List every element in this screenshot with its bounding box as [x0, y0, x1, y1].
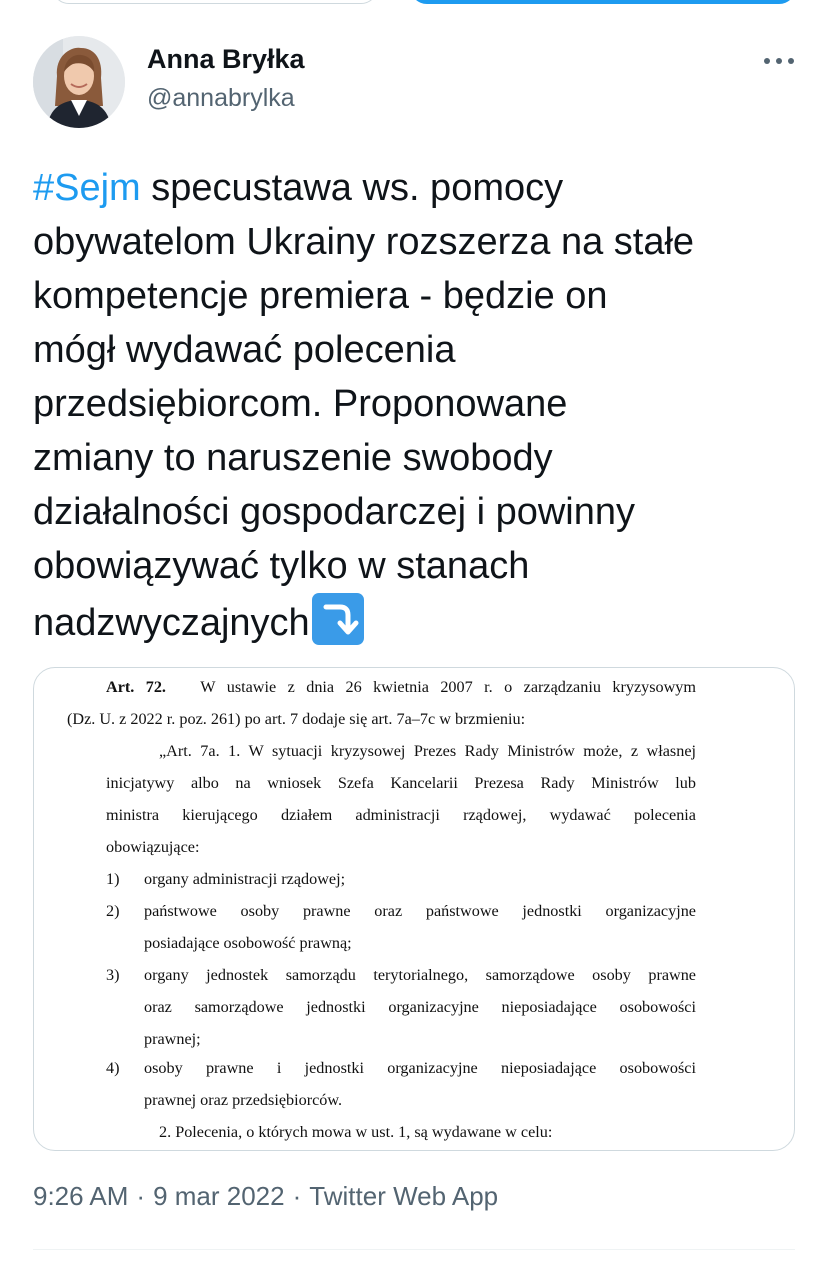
document-line: obowiązujące:	[106, 838, 200, 856]
author-display-name[interactable]: Anna Bryłka	[147, 44, 305, 74]
profile-photo-avatar	[33, 36, 125, 128]
tweet-source[interactable]: Twitter Web App	[309, 1181, 499, 1211]
follow-button-partial[interactable]	[52, 0, 378, 4]
hashtag-link[interactable]: #Sejm	[33, 167, 141, 209]
tweet-line: obywatelom Ukrainy rozszerza na stałe	[33, 221, 695, 263]
legal-document-excerpt	[34, 668, 795, 1151]
tweet-line: obowiązywać tylko w stanach	[33, 545, 530, 587]
document-line: organy administracji rządowej;	[144, 870, 346, 888]
document-line: osoby prawne i jednostki organizacyjne nieposiadające osobowości	[144, 1059, 696, 1077]
document-line: Art. 72. W ustawie z dnia 26 kwietnia 2007 r. o zarządzaniu kryzysowym	[106, 678, 696, 696]
document-line: posiadające osobowość prawną;	[144, 934, 352, 952]
tweet-line: kompetencje premiera - będzie on	[33, 275, 608, 317]
tweet-line: nadzwyczajnych	[33, 593, 803, 650]
meta-separator: ·	[292, 1181, 302, 1211]
tweet-text	[33, 161, 803, 650]
attached-image[interactable]	[33, 667, 795, 1151]
tweet-line: działalności gospodarczej i powinny	[33, 491, 636, 533]
document-line: prawnej oraz przedsiębiorców.	[144, 1091, 343, 1109]
avatar[interactable]	[33, 36, 125, 128]
document-line: oraz samorządowe jednostki organizacyjne nieposiadające osobowości	[144, 998, 696, 1016]
document-line: prawnej;	[144, 1030, 201, 1048]
list-item-number: 3)	[106, 966, 120, 984]
tweet-meta	[33, 1181, 498, 1212]
document-line: ministra kierującego działem administracji rządowej, wydawać polecenia	[106, 806, 696, 824]
tweet-line: zmiany to naruszenie swobody	[33, 437, 553, 479]
tweet-date[interactable]: 9 mar 2022	[153, 1181, 285, 1211]
list-item-number: 4)	[106, 1059, 120, 1077]
document-line: (Dz. U. z 2022 r. poz. 261) po art. 7 dodaje się art. 7a–7c w brzmieniu:	[67, 710, 526, 728]
document-line: organy jednostek samorządu terytorialnego, samorządowe osoby prawne	[144, 966, 696, 984]
document-line: państwowe osoby prawne oraz państwowe jednostki organizacyjne	[144, 902, 696, 920]
primary-button-partial[interactable]	[410, 0, 796, 4]
list-item-number: 2)	[106, 902, 120, 920]
meta-separator: ·	[136, 1181, 146, 1211]
tweet-line: przedsiębiorcom. Proponowane	[33, 383, 568, 425]
tweet-line: mógł wydawać polecenia	[33, 329, 456, 371]
divider	[33, 1249, 795, 1250]
more-options-icon[interactable]	[764, 56, 794, 66]
document-line: 2. Polecenia, o których mowa w ust. 1, są wydawane w celu:	[159, 1123, 553, 1141]
document-line: „Art. 7a. 1. W sytuacji kryzysowej Prezes Rady Ministrów może, z własnej	[159, 742, 696, 760]
author-handle[interactable]: @annabrylka	[147, 84, 295, 112]
document-line: inicjatywy albo na wniosek Szefa Kancelarii Prezesa Rady Ministrów lub	[106, 774, 696, 792]
tweet-line: #Sejm specustawa ws. pomocy	[33, 167, 564, 209]
arrow-curving-down-icon	[312, 593, 364, 645]
list-item-number: 1)	[106, 870, 120, 888]
tweet-time[interactable]: 9:26 AM	[33, 1181, 129, 1211]
